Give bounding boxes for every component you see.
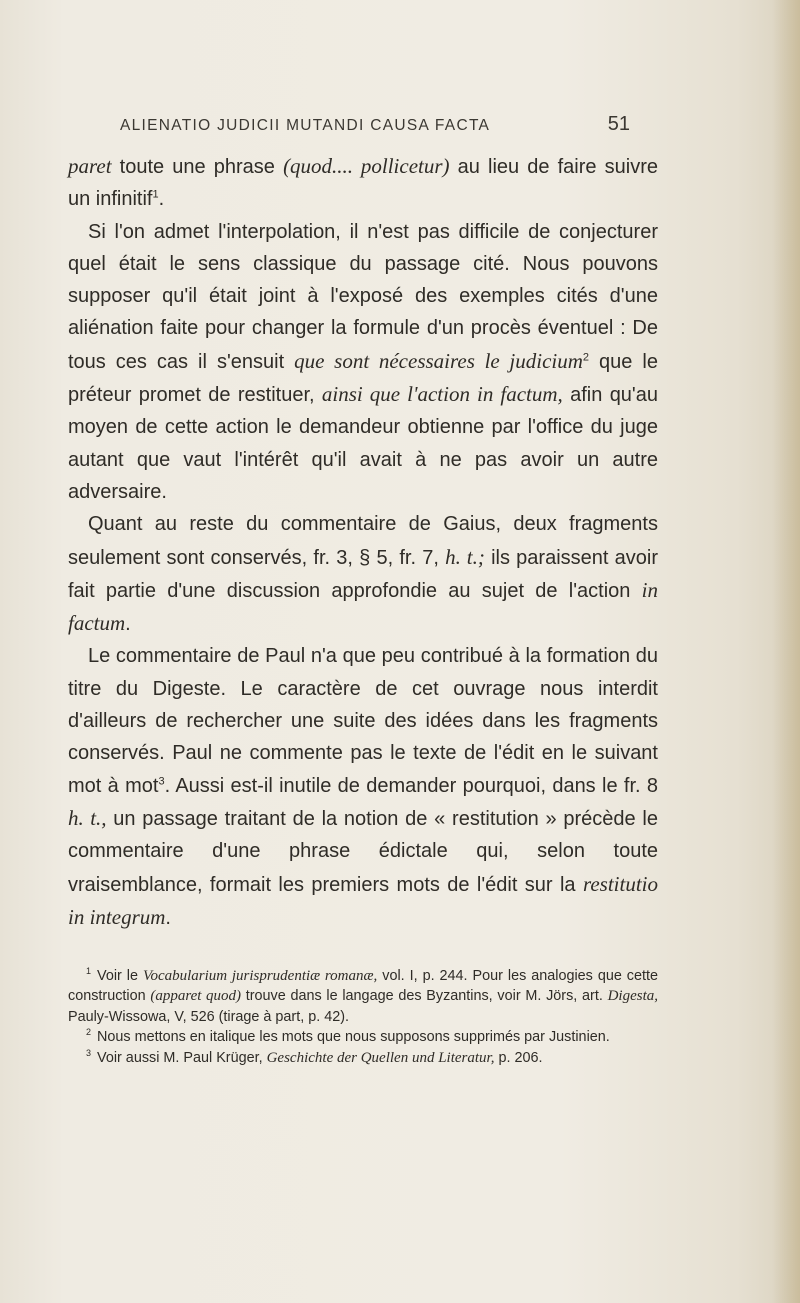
running-title: ALIENATIO JUDICII MUTANDI CAUSA FACTA — [120, 117, 491, 134]
italic-text: (apparet quod) — [150, 988, 241, 1005]
paragraph-3 — [68, 508, 658, 640]
text-span: toute une phrase — [111, 156, 284, 178]
footnote-ref-2: 2 — [582, 351, 590, 364]
text-span: Nous mettons en italique les mots que nous supposons supprimés par Justinien. — [97, 1029, 610, 1046]
text-span: . Aussi est-il inutile de demander pourquoi, dans le fr. 8 — [164, 774, 658, 797]
text-span: Voir le — [97, 968, 143, 984]
text-span: Pauly-Wissowa, V, 526 (tirage à part, p. 42). — [68, 1008, 350, 1025]
footnotes — [68, 966, 658, 1068]
paragraph-1 — [68, 150, 658, 216]
footnote-mark: 1 — [86, 966, 92, 977]
footnote-1 — [68, 966, 658, 1027]
text-span: Voir aussi M. Paul Krüger, — [97, 1049, 267, 1066]
text-span: . — [165, 906, 171, 929]
italic-text: h. t., — [68, 805, 107, 830]
text-span: . — [125, 613, 131, 636]
main-text — [68, 150, 658, 934]
text-span: . — [158, 188, 165, 211]
footnote-2 — [68, 1027, 658, 1047]
italic-text: Geschichte der Quellen und Literatur, — [266, 1049, 495, 1066]
footnote-mark: 2 — [86, 1027, 92, 1038]
paragraph-2 — [68, 216, 658, 509]
text-span: Le commentaire de Paul n'a que peu contribué à la formation du titre du Digeste. Le caractère de cet ouvrage nous interdit d'ailleurs de rechercher une suite des idées dans les fragments conservés. Paul ne commente pas le texte de l'édit en le suivant mot à mot — [68, 645, 658, 797]
italic-text: Vocabularium jurisprudentiæ romanæ, — [142, 968, 378, 984]
italic-text: ainsi que l'action in factum, — [321, 382, 563, 407]
text-span: au lieu de faire suivre un infinitif — [68, 156, 659, 211]
text-span: vol. I, p. 244. Pour les analogies que cette construction — [68, 968, 658, 1005]
italic-text: h. t.; — [445, 544, 485, 569]
text-span: que le préteur promet de restituer, — [68, 350, 658, 407]
italic-text: (quod.... pollicetur) — [283, 154, 450, 178]
italic-text: Digesta, — [607, 988, 658, 1005]
footnote-3 — [68, 1048, 658, 1068]
text-span: Si l'on admet l'interpolation, il n'est pas difficile de conjecturer quel était le sens classique du passage cité. Nous pouvons supposer qu'il était joint à l'exposé des exemples cités d'une aliénation faite pour changer la formule d'un procès éventuel : De tous ces cas il s'ensuit — [68, 220, 658, 373]
page-number: 51 — [607, 113, 630, 135]
text-span: ils paraissent avoir fait partie d'une discussion approfondie au sujet de l'action — [68, 546, 659, 602]
italic-text: paret — [68, 154, 112, 178]
paragraph-4 — [68, 640, 658, 934]
footnote-ref-1: 1 — [152, 188, 159, 201]
text-span: un passage traitant de la notion de « restitution » précède le commentaire d'une phrase édictale qui, selon toute vraisemblance, formait les premiers mots de l'édit sur la — [68, 807, 659, 896]
italic-text: que sont nécessaires le judicium — [294, 348, 583, 373]
text-span: Quant au reste du commentaire de Gaius, deux fragments seulement sont conservés, fr. 3, § 5, fr. 7, — [68, 513, 658, 569]
text-span: p. 206. — [494, 1049, 543, 1066]
text-span: afin qu'au moyen de cette action le demandeur obtienne par l'office du juge autant que vaut l'intérêt qu'il avait à ne pas avoir un autre adversaire. — [68, 384, 658, 503]
italic-text: in factum — [68, 577, 658, 636]
text-span: trouve dans le langage des Byzantins, voir M. Jörs, art. — [240, 988, 608, 1005]
page-edge-shadow — [772, 0, 800, 1303]
footnote-mark: 3 — [86, 1047, 92, 1058]
italic-text: restitutio in integrum — [68, 871, 658, 929]
page-header — [120, 113, 630, 141]
footnote-ref-3: 3 — [158, 774, 165, 787]
